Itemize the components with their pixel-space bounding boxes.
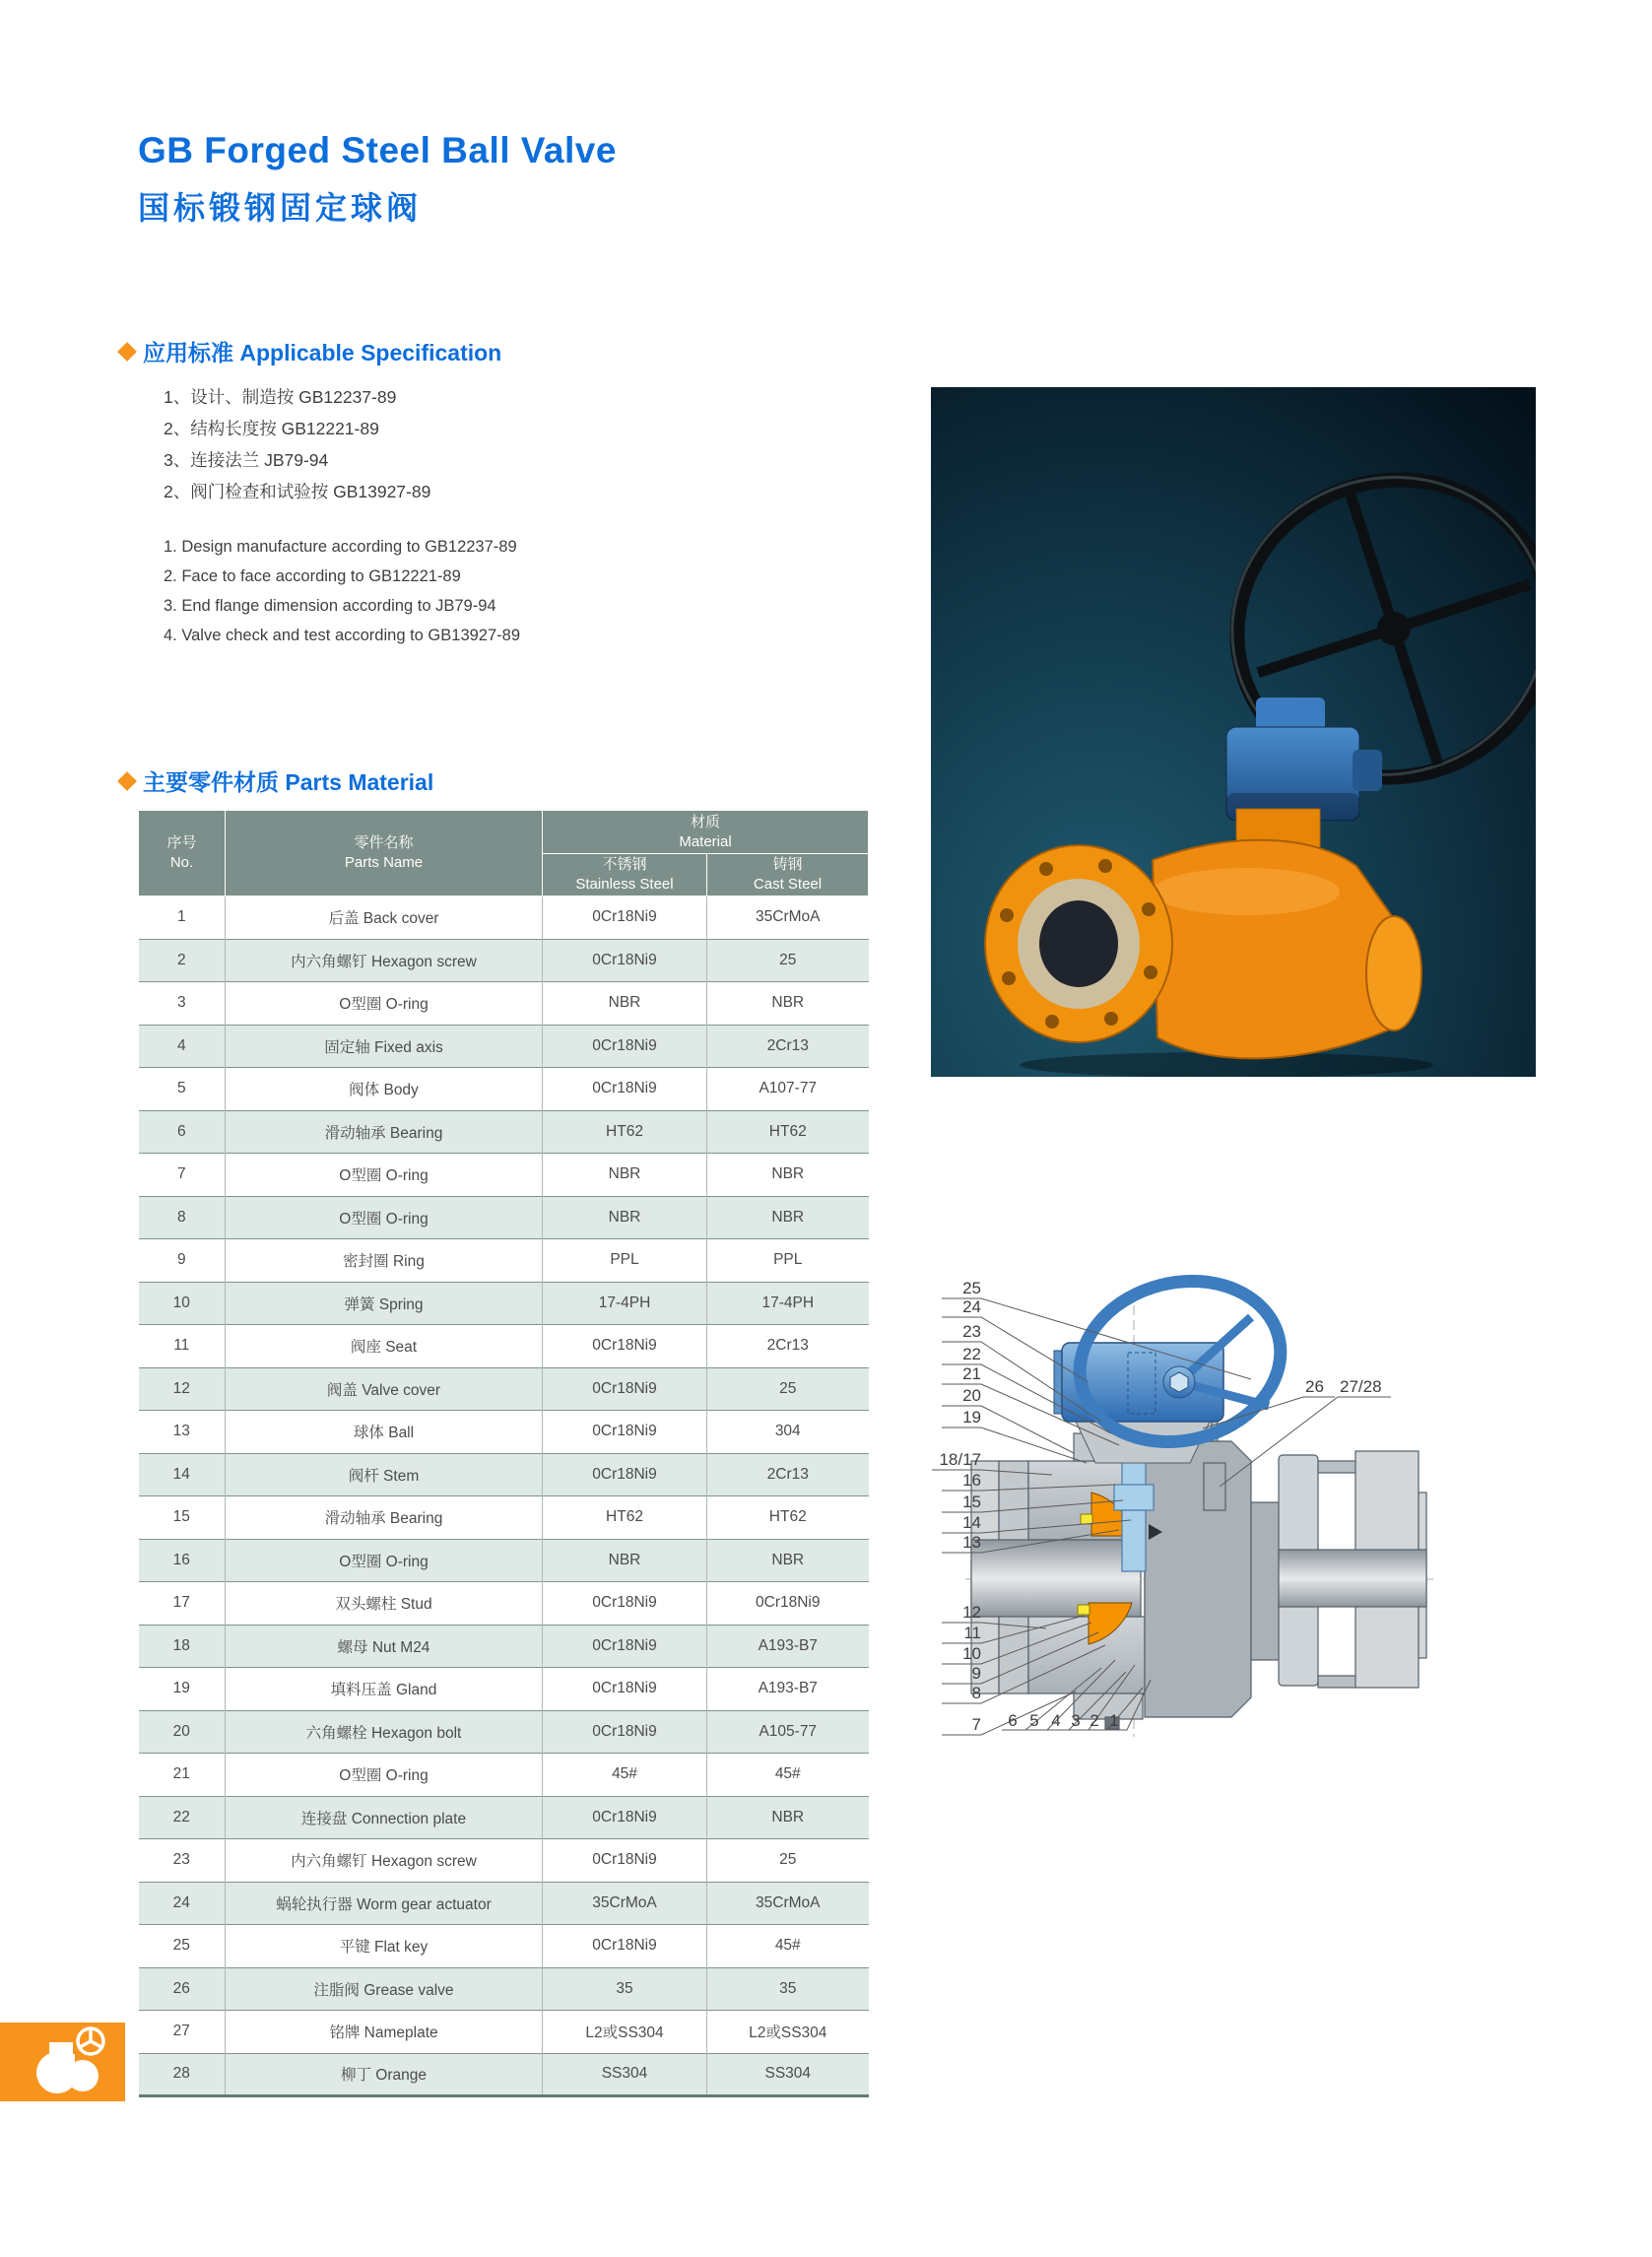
- callout-label: 6: [1008, 1711, 1018, 1730]
- drawing-graphic: [926, 1266, 1635, 1749]
- cell-cast: 45#: [707, 1754, 869, 1797]
- cell-cast: A193-B7: [707, 1668, 869, 1711]
- table-row: [139, 896, 869, 940]
- cell-no: 27: [139, 2011, 226, 2054]
- spec-heading-label: 应用标准 Applicable Specification: [143, 340, 502, 365]
- table-row: [139, 982, 869, 1026]
- cell-stainless: 0Cr18Ni9: [543, 1925, 707, 1968]
- cell-no: 28: [139, 2053, 226, 2096]
- cell-cast: 45#: [707, 1925, 869, 1968]
- cell-name: 六角螺栓 Hexagon bolt: [226, 1710, 543, 1754]
- cell-stainless: 0Cr18Ni9: [543, 1582, 707, 1626]
- table-row: [139, 939, 869, 982]
- header-no: 序号 No.: [139, 811, 226, 896]
- table-row: [139, 1882, 869, 1925]
- cell-stainless: 0Cr18Ni9: [543, 1411, 707, 1454]
- spec-list-chinese: [164, 381, 430, 507]
- cell-no: 21: [139, 1754, 226, 1797]
- product-photo: [931, 387, 1536, 1077]
- cell-name: 阀座 Seat: [226, 1325, 543, 1368]
- table-row: [139, 1453, 869, 1496]
- cell-cast: 0Cr18Ni9: [707, 1582, 869, 1626]
- cell-stainless: 35: [543, 1967, 707, 2011]
- header-stainless-steel: 不锈钢 Stainless Steel: [543, 854, 707, 896]
- cell-no: 6: [139, 1110, 226, 1154]
- callout-label: 2: [1090, 1711, 1099, 1730]
- callout-label: 7: [971, 1715, 981, 1734]
- cell-stainless: SS304: [543, 2053, 707, 2096]
- cell-cast: HT62: [707, 1496, 869, 1540]
- spec-list-item: 2、阀门检查和试验按 GB13927-89: [164, 482, 431, 501]
- cell-name: O型圈 O-ring: [226, 1539, 543, 1582]
- table-row: [139, 1967, 869, 2011]
- cell-stainless: 0Cr18Ni9: [543, 1025, 707, 1068]
- cell-cast: 35: [707, 1967, 869, 2011]
- table-row: [139, 1839, 869, 1883]
- table-row: [139, 1325, 869, 1368]
- spec-list-item: 2. Face to face according to GB12221-89: [164, 567, 461, 585]
- cell-no: 4: [139, 1025, 226, 1068]
- cell-stainless: 0Cr18Ni9: [543, 1367, 707, 1411]
- callout-label: 20: [962, 1386, 981, 1405]
- cell-no: 9: [139, 1239, 226, 1283]
- table-row: [139, 1154, 869, 1197]
- cell-stainless: HT62: [543, 1496, 707, 1540]
- callout-label: 10: [962, 1644, 981, 1663]
- callout-label: 5: [1029, 1711, 1039, 1730]
- cell-cast: 2Cr13: [707, 1025, 869, 1068]
- cell-no: 20: [139, 1710, 226, 1754]
- callout-label: 21: [962, 1364, 981, 1383]
- cell-name: 内六角螺钉 Hexagon screw: [226, 939, 543, 982]
- diamond-bullet-icon: [117, 771, 137, 791]
- callout-label: 13: [962, 1533, 981, 1552]
- cell-stainless: NBR: [543, 982, 707, 1026]
- cell-cast: 17-4PH: [707, 1282, 869, 1325]
- cell-name: 球体 Ball: [226, 1411, 543, 1454]
- cell-stainless: 0Cr18Ni9: [543, 896, 707, 940]
- cell-no: 23: [139, 1839, 226, 1883]
- cell-cast: L2或SS304: [707, 2011, 869, 2054]
- spec-list-item: 1、设计、制造按 GB12237-89: [164, 387, 397, 407]
- table-row: [139, 1539, 869, 1582]
- cell-name: 螺母 Nut M24: [226, 1625, 543, 1668]
- cell-name: 填料压盖 Gland: [226, 1668, 543, 1711]
- cell-no: 2: [139, 939, 226, 982]
- cell-stainless: HT62: [543, 1110, 707, 1154]
- cell-cast: A105-77: [707, 1710, 869, 1754]
- cell-name: O型圈 O-ring: [226, 1154, 543, 1197]
- cell-no: 24: [139, 1882, 226, 1925]
- callout-label: 22: [962, 1345, 981, 1363]
- cell-cast: PPL: [707, 1239, 869, 1283]
- header-material: 材质 Material: [543, 811, 869, 854]
- cell-name: O型圈 O-ring: [226, 1754, 543, 1797]
- cell-name: 蜗轮执行器 Worm gear actuator: [226, 1882, 543, 1925]
- cell-no: 7: [139, 1154, 226, 1197]
- table-row: [139, 1796, 869, 1839]
- table-row: [139, 1411, 869, 1454]
- cell-cast: 35CrMoA: [707, 1882, 869, 1925]
- cell-cast: 2Cr13: [707, 1453, 869, 1496]
- cell-cast: HT62: [707, 1110, 869, 1154]
- cell-stainless: 0Cr18Ni9: [543, 1068, 707, 1111]
- cell-stainless: 0Cr18Ni9: [543, 939, 707, 982]
- cell-stainless: 0Cr18Ni9: [543, 1325, 707, 1368]
- parts-table-body: [139, 896, 869, 2096]
- cell-cast: 25: [707, 1839, 869, 1883]
- spec-list-item: 2、结构长度按 GB12221-89: [164, 419, 379, 438]
- cell-cast: 25: [707, 1367, 869, 1411]
- cell-stainless: 0Cr18Ni9: [543, 1625, 707, 1668]
- cell-name: 连接盘 Connection plate: [226, 1796, 543, 1839]
- cell-name: 注脂阀 Grease valve: [226, 1967, 543, 2011]
- table-row: [139, 1582, 869, 1626]
- ball-valve-logo-icon: [0, 2023, 125, 2101]
- cell-name: 密封圈 Ring: [226, 1239, 543, 1283]
- company-logo: [0, 2023, 125, 2101]
- table-row: [139, 2011, 869, 2054]
- cell-no: 10: [139, 1282, 226, 1325]
- page-title: GB Forged Steel Ball Valve: [138, 130, 617, 170]
- cell-name: 滑动轴承 Bearing: [226, 1110, 543, 1154]
- cell-stainless: 0Cr18Ni9: [543, 1668, 707, 1711]
- table-row: [139, 1282, 869, 1325]
- parts-material-table: [138, 810, 869, 2097]
- cell-name: 后盖 Back cover: [226, 896, 543, 940]
- cell-stainless: NBR: [543, 1154, 707, 1197]
- cell-no: 15: [139, 1496, 226, 1540]
- cell-no: 16: [139, 1539, 226, 1582]
- table-row: [139, 1710, 869, 1754]
- callout-label: 18/17: [939, 1450, 981, 1469]
- table-row: [139, 1668, 869, 1711]
- cell-no: 18: [139, 1625, 226, 1668]
- cell-stainless: 0Cr18Ni9: [543, 1796, 707, 1839]
- callout-label: 15: [962, 1493, 981, 1511]
- table-row: [139, 1625, 869, 1668]
- cell-cast: 2Cr13: [707, 1325, 869, 1368]
- cell-name: 双头螺柱 Stud: [226, 1582, 543, 1626]
- cell-no: 19: [139, 1668, 226, 1711]
- callout-label: 8: [971, 1684, 981, 1702]
- cell-name: O型圈 O-ring: [226, 982, 543, 1026]
- cell-no: 22: [139, 1796, 226, 1839]
- cell-stainless: 45#: [543, 1754, 707, 1797]
- spec-list-english: [164, 532, 520, 650]
- diamond-bullet-icon: [117, 342, 137, 362]
- header-cast-steel: 铸钢 Cast Steel: [707, 854, 869, 896]
- table-row: [139, 1496, 869, 1540]
- parts-section-heading: [120, 764, 433, 797]
- callout-label: 26: [1305, 1377, 1324, 1396]
- cell-cast: 304: [707, 1411, 869, 1454]
- cell-stainless: 0Cr18Ni9: [543, 1453, 707, 1496]
- cell-no: 26: [139, 1967, 226, 2011]
- callout-label: 12: [962, 1603, 981, 1622]
- cell-cast: 25: [707, 939, 869, 982]
- cell-no: 25: [139, 1925, 226, 1968]
- cell-cast: NBR: [707, 1539, 869, 1582]
- callout-label: 24: [962, 1297, 981, 1316]
- cell-stainless: 0Cr18Ni9: [543, 1839, 707, 1883]
- cell-no: 8: [139, 1196, 226, 1239]
- cell-cast: A193-B7: [707, 1625, 869, 1668]
- spec-list-item: 3、连接法兰 JB79-94: [164, 450, 329, 470]
- page-title-chinese: 国标锻钢固定球阀: [138, 190, 423, 226]
- cell-no: 12: [139, 1367, 226, 1411]
- callout-label: 25: [962, 1279, 981, 1297]
- table-row: [139, 1196, 869, 1239]
- cell-no: 5: [139, 1068, 226, 1111]
- callout-label: 3: [1071, 1711, 1081, 1730]
- cell-no: 11: [139, 1325, 226, 1368]
- table-row: [139, 1025, 869, 1068]
- cell-cast: A107-77: [707, 1068, 869, 1111]
- table-row: [139, 1367, 869, 1411]
- parts-heading-label: 主要零件材质 Parts Material: [143, 769, 434, 795]
- cell-name: 柳丁 Orange: [226, 2053, 543, 2096]
- callout-label: 4: [1051, 1711, 1061, 1730]
- cell-name: 平键 Flat key: [226, 1925, 543, 1968]
- cell-no: 17: [139, 1582, 226, 1626]
- cell-no: 13: [139, 1411, 226, 1454]
- cell-name: 内六角螺钉 Hexagon screw: [226, 1839, 543, 1883]
- cell-cast: NBR: [707, 1796, 869, 1839]
- cell-cast: NBR: [707, 1154, 869, 1197]
- cell-cast: NBR: [707, 1196, 869, 1239]
- cell-cast: NBR: [707, 982, 869, 1026]
- cell-stainless: 17-4PH: [543, 1282, 707, 1325]
- cell-stainless: 35CrMoA: [543, 1882, 707, 1925]
- cell-name: O型圈 O-ring: [226, 1196, 543, 1239]
- table-row: [139, 1754, 869, 1797]
- cell-no: 3: [139, 982, 226, 1026]
- cell-name: 铭牌 Nameplate: [226, 2011, 543, 2054]
- cell-name: 阀体 Body: [226, 1068, 543, 1111]
- callout-label: 14: [962, 1513, 981, 1532]
- table-row: [139, 1110, 869, 1154]
- cell-no: 1: [139, 896, 226, 940]
- table-row: [139, 1068, 869, 1111]
- cell-stainless: NBR: [543, 1539, 707, 1582]
- cell-name: 滑动轴承 Bearing: [226, 1496, 543, 1540]
- valve-cross-section-drawing: [926, 1266, 1635, 1749]
- spec-section-heading: [120, 335, 501, 367]
- cell-stainless: 0Cr18Ni9: [543, 1710, 707, 1754]
- callout-label: 27/28: [1340, 1377, 1382, 1396]
- spec-list-item: 1. Design manufacture according to GB12237-89: [164, 538, 517, 556]
- cell-stainless: NBR: [543, 1196, 707, 1239]
- cell-no: 14: [139, 1453, 226, 1496]
- spec-list-item: 4. Valve check and test according to GB13927-89: [164, 627, 521, 644]
- cell-stainless: PPL: [543, 1239, 707, 1283]
- cell-name: 弹簧 Spring: [226, 1282, 543, 1325]
- ball-valve-photo-graphic: [931, 387, 1536, 1077]
- table-row: [139, 2053, 869, 2096]
- cell-cast: SS304: [707, 2053, 869, 2096]
- header-parts-name: 零件名称 Parts Name: [226, 811, 543, 896]
- callout-label: 19: [962, 1408, 981, 1427]
- callout-label: 9: [971, 1664, 981, 1683]
- cell-cast: 35CrMoA: [707, 896, 869, 940]
- callout-label: 16: [962, 1471, 981, 1490]
- table-row: [139, 1925, 869, 1968]
- callout-label: 1: [1109, 1711, 1119, 1730]
- callout-label: 23: [962, 1322, 981, 1341]
- cell-name: 阀盖 Valve cover: [226, 1367, 543, 1411]
- callout-label: 11: [963, 1624, 981, 1642]
- spec-list-item: 3. End flange dimension according to JB79-94: [164, 597, 496, 615]
- table-row: [139, 1239, 869, 1283]
- cell-stainless: L2或SS304: [543, 2011, 707, 2054]
- cell-name: 阀杆 Stem: [226, 1453, 543, 1496]
- table-header: [139, 811, 869, 896]
- cell-name: 固定轴 Fixed axis: [226, 1025, 543, 1068]
